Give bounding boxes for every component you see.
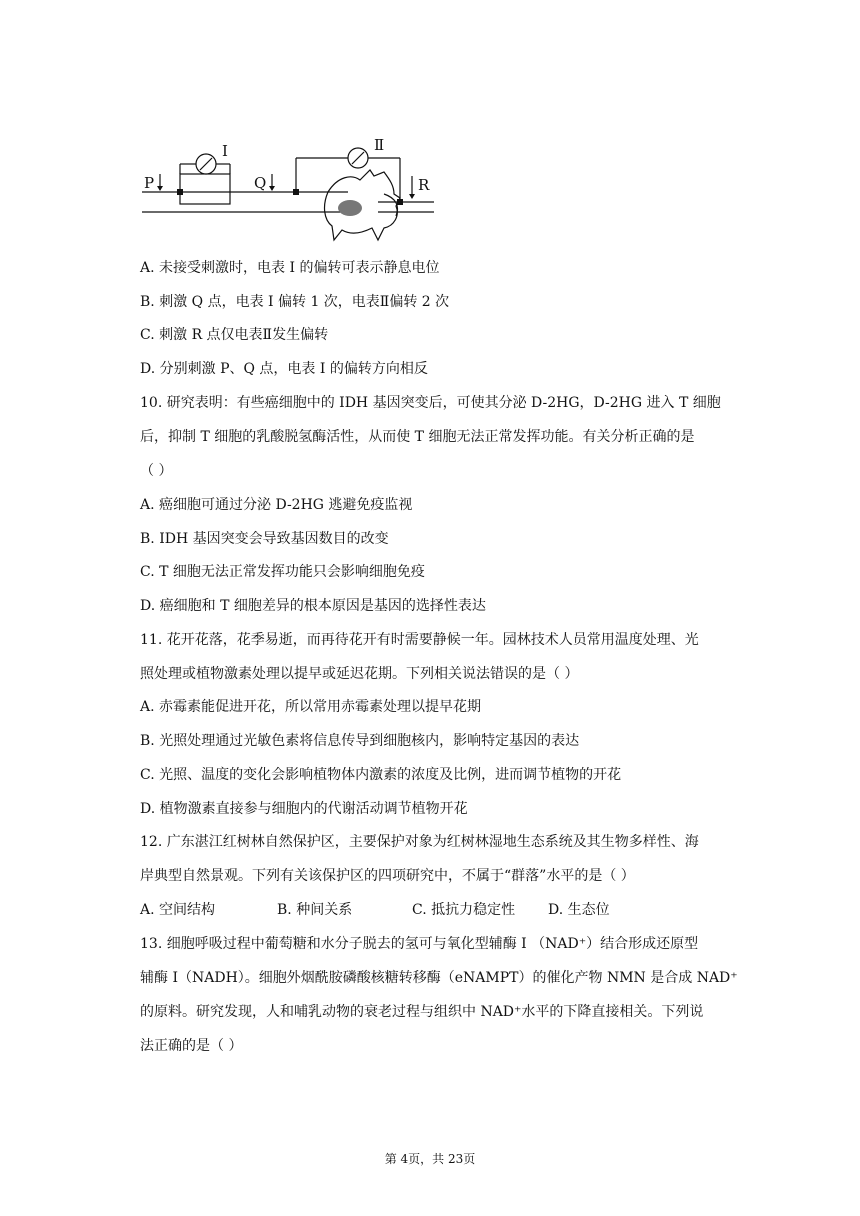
q12-option-a: A. 空间结构 xyxy=(140,902,216,918)
q10-stem-line-3: （ ） xyxy=(140,463,173,479)
q11-option-a: A. 赤霉素能促进开花，所以常用赤霉素处理以提早花期 xyxy=(140,699,482,715)
q13-stem-line-4: 法正确的是（ ） xyxy=(140,1038,243,1054)
q10-stem-line-2: 后，抑制 T 细胞的乳酸脱氢酶活性，从而使 T 细胞无法正常发挥功能。有关分析正确的是 xyxy=(140,429,695,445)
q9-option-b: B. 刺激 Q 点，电表 I 偏转 1 次，电表Ⅱ偏转 2 次 xyxy=(140,294,450,310)
q11-stem-line-2: 照处理或植物激素处理以提早或延迟花期。下列相关说法错误的是（ ） xyxy=(140,666,579,682)
q11-option-b: B. 光照处理通过光敏色素将信息传导到细胞核内，影响特定基因的表达 xyxy=(140,733,580,749)
label-q: Q xyxy=(254,174,267,192)
page-number: 第 4页，共 23页 xyxy=(384,1152,476,1166)
q9-option-c: C. 刺激 R 点仅电表Ⅱ发生偏转 xyxy=(140,327,329,343)
label-r: R xyxy=(418,176,430,194)
q10-option-d: D. 癌细胞和 T 细胞差异的根本原因是基因的选择性表达 xyxy=(140,598,486,614)
q12-stem-line-1: 12. 广东湛江红树林自然保护区，主要保护对象为红树林湿地生态系统及其生物多样性、海 xyxy=(140,834,699,850)
q10-option-b: B. IDH 基因突变会导致基因数目的改变 xyxy=(140,531,389,547)
label-p: P xyxy=(144,174,155,192)
q12-option-d: D. 生态位 xyxy=(548,902,610,918)
q12-option-b: B. 种间关系 xyxy=(277,902,353,918)
q10-option-c: C. T 细胞无法正常发挥功能只会影响细胞免疫 xyxy=(140,564,425,580)
q9-option-d: D. 分别刺激 P、Q 点，电表 I 的偏转方向相反 xyxy=(140,361,428,377)
q11-option-c: C. 光照、温度的变化会影响植物体内激素的浓度及比例，进而调节植物的开花 xyxy=(140,767,622,783)
meter-2-label: Ⅱ xyxy=(374,136,385,154)
q12-stem-line-2: 岸典型自然景观。下列有关该保护区的四项研究中，不属于“群落”水平的是（ ） xyxy=(140,868,635,884)
meter-1-label: I xyxy=(222,142,228,160)
q12-option-c: C. 抵抗力稳定性 xyxy=(412,902,516,918)
q9-option-a: A. 未接受刺激时，电表 I 的偏转可表示静息电位 xyxy=(140,260,440,276)
q10-option-a: A. 癌细胞可通过分泌 D-2HG 逃避免疫监视 xyxy=(140,497,413,513)
page-footer xyxy=(0,1150,860,1167)
q10-stem-line-1: 10. 研究表明：有些癌细胞中的 IDH 基因突变后，可使其分泌 D-2HG，D-2HG 进入 T 细胞 xyxy=(140,395,721,411)
q11-option-d: D. 植物激素直接参与细胞内的代谢活动调节植物开花 xyxy=(140,801,468,817)
q13-stem-line-3: 的原料。研究发现，人和哺乳动物的衰老过程与组织中 NAD⁺水平的下降直接相关。下列说 xyxy=(140,1004,704,1020)
q13-stem-line-1: 13. 细胞呼吸过程中葡萄糖和水分子脱去的氢可与氧化型辅酶 I （NAD⁺）结合形成还原型 xyxy=(140,936,699,952)
q13-stem-line-2: 辅酶 I（NADH）。细胞外烟酰胺磷酸核糖转移酶（eNAMPT）的催化产物 NMN 是合成 NAD⁺ xyxy=(140,970,738,986)
nerve-circuit-diagram xyxy=(138,136,438,246)
q11-stem-line-1: 11. 花开花落，花季易逝，而再待花开有时需要静候一年。园林技术人员常用温度处理、光 xyxy=(140,632,699,648)
